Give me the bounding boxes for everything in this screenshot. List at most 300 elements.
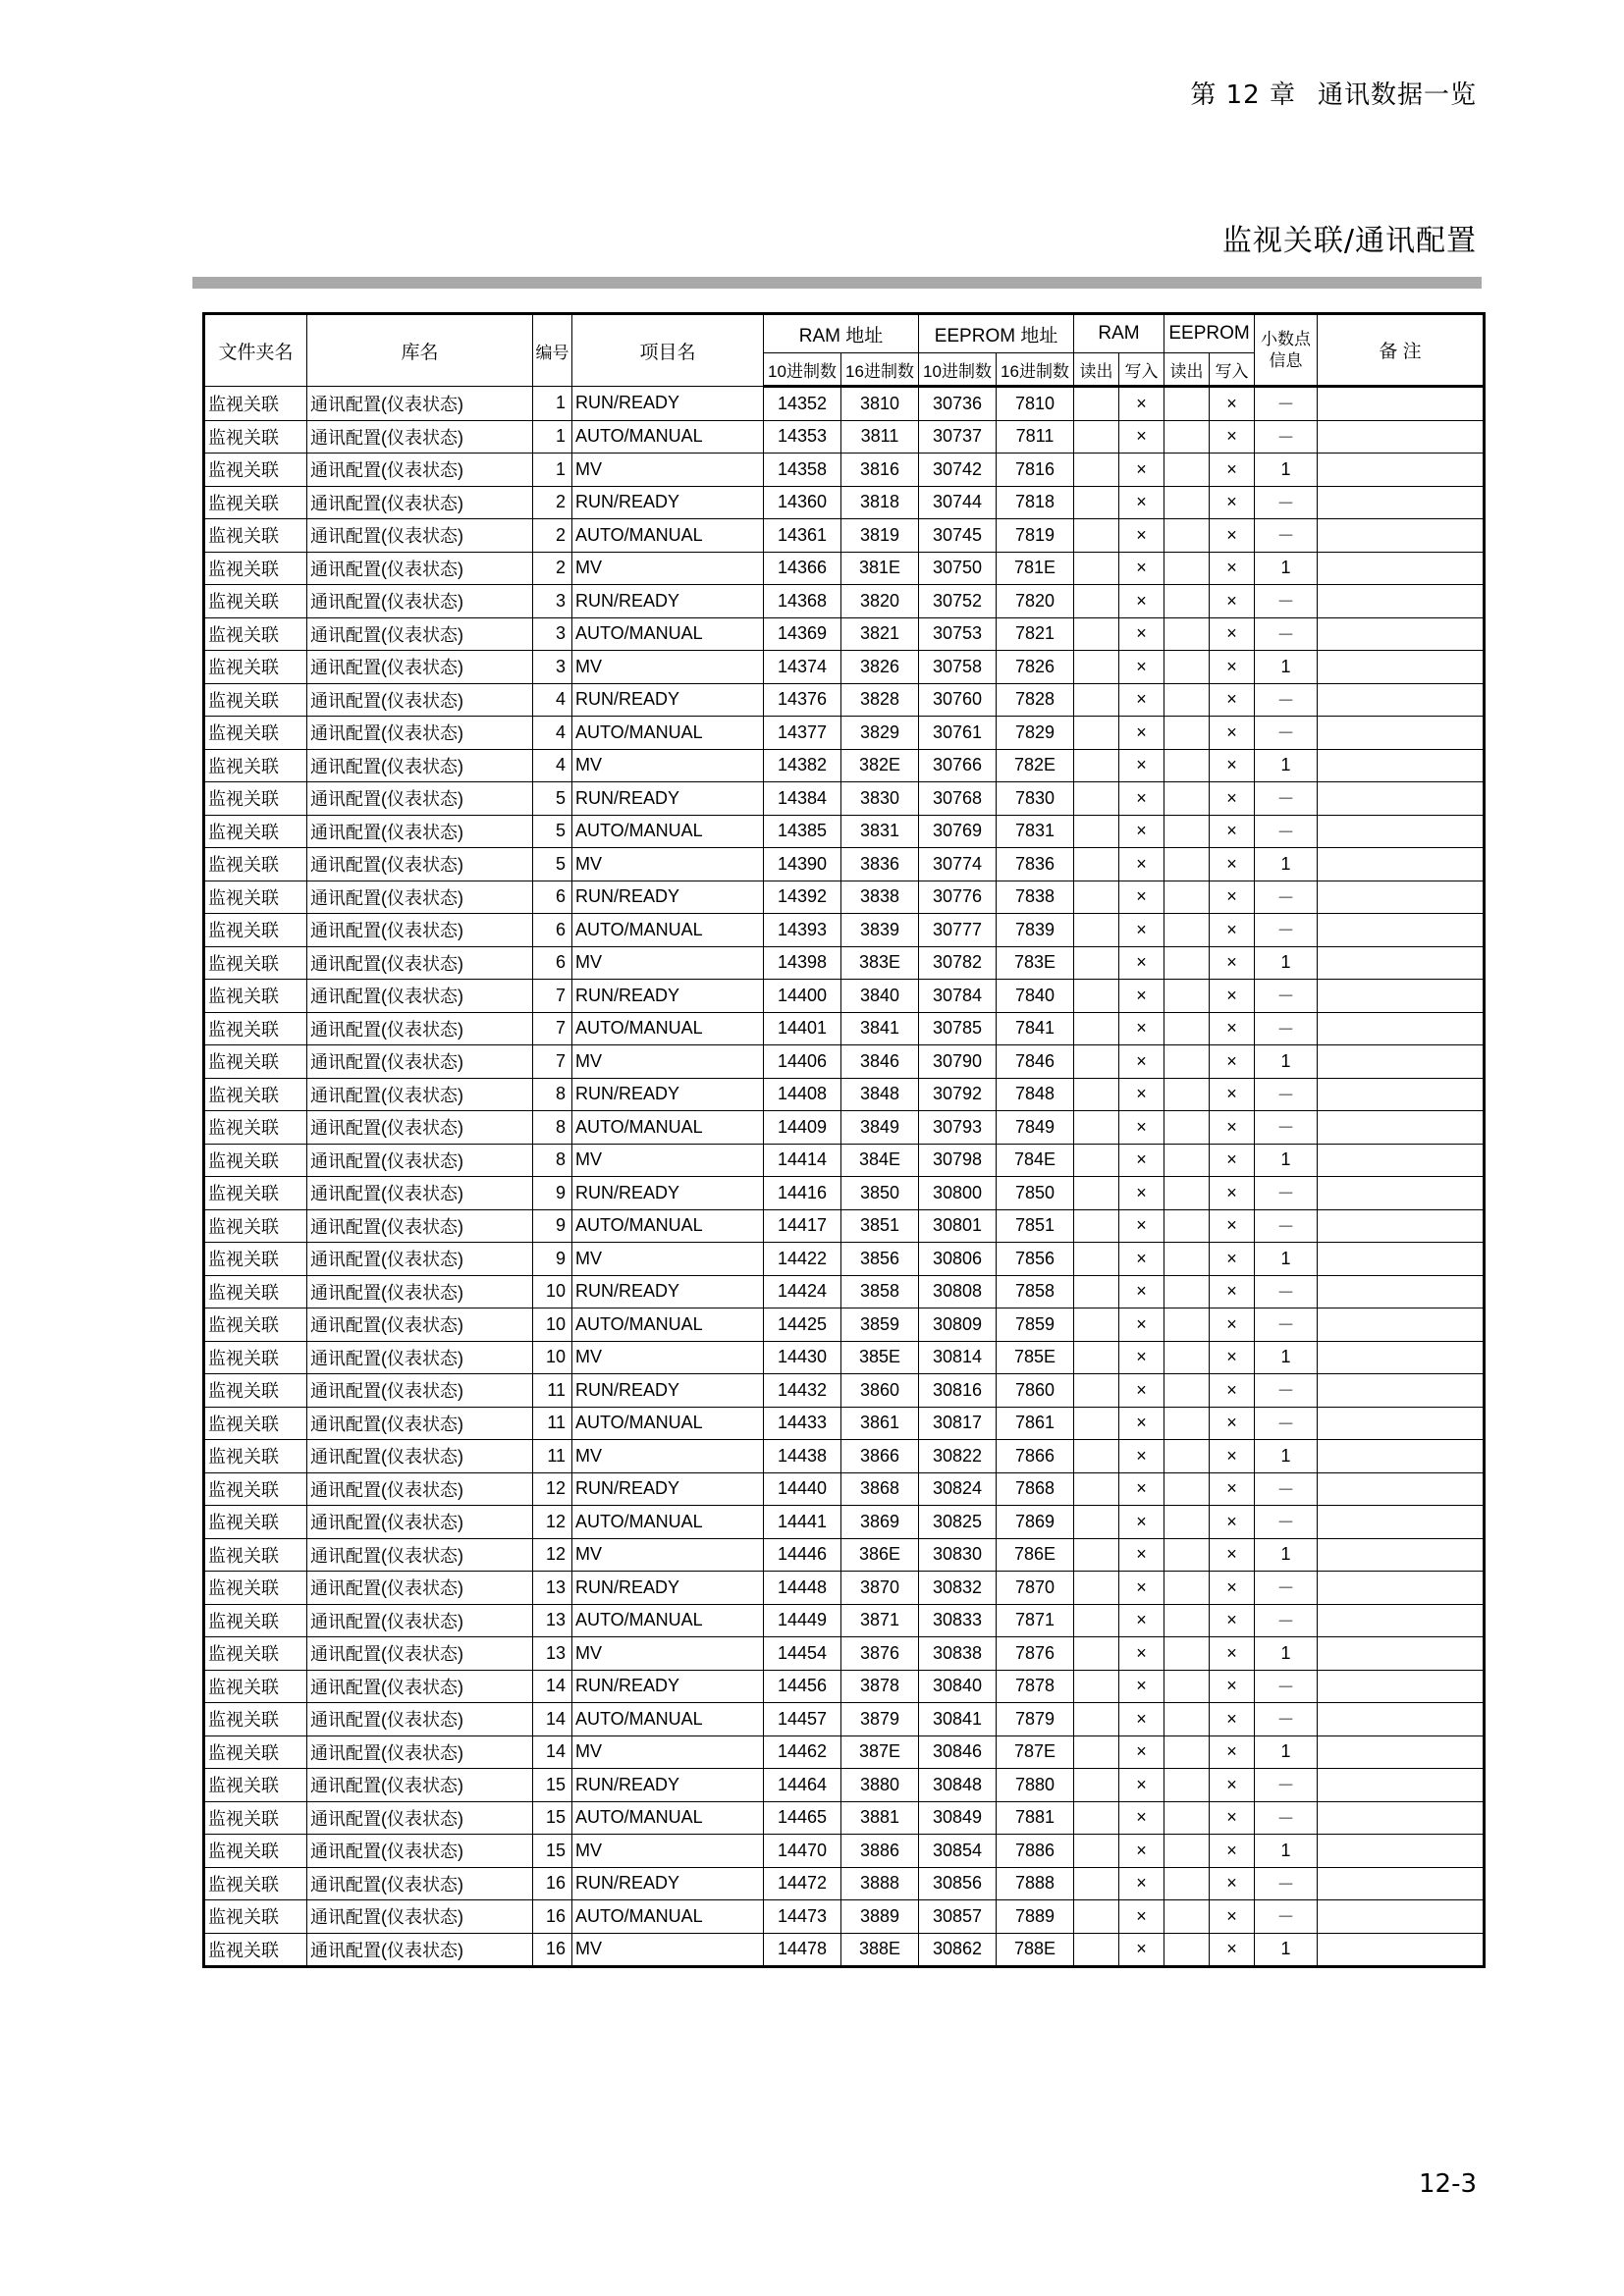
eeprom-hex-cell: 785E	[997, 1341, 1074, 1374]
table-row	[204, 1604, 1485, 1637]
library-cell: 通讯配置(仪表状态)	[307, 1440, 533, 1473]
ram-read-cell	[1074, 848, 1119, 881]
eeprom-read-cell	[1164, 1472, 1210, 1506]
folder-cell: 监视关联	[204, 1308, 307, 1342]
eeprom-write-cell: ×	[1210, 1012, 1255, 1045]
eeprom-read-cell	[1164, 1538, 1210, 1572]
decimal-info-cell: －	[1255, 1769, 1318, 1802]
decimal-info-cell: －	[1255, 585, 1318, 618]
table-row	[204, 1144, 1485, 1177]
table-row	[204, 848, 1485, 881]
header-eeprom-dec: 10进制数	[919, 353, 997, 387]
remarks-cell	[1318, 1209, 1485, 1243]
chapter-heading	[1190, 75, 1477, 111]
ram-hex-cell: 3856	[841, 1243, 919, 1276]
library-cell: 通讯配置(仪表状态)	[307, 1341, 533, 1374]
decimal-info-cell: －	[1255, 1670, 1318, 1703]
library-cell: 通讯配置(仪表状态)	[307, 1538, 533, 1572]
ram-read-cell	[1074, 980, 1119, 1013]
decimal-info-cell: 1	[1255, 848, 1318, 881]
eeprom-hex-cell: 7850	[997, 1177, 1074, 1210]
folder-cell: 监视关联	[204, 1111, 307, 1145]
ram-write-cell: ×	[1119, 717, 1164, 750]
item-cell: MV	[572, 848, 764, 881]
section-title: 监视关联/通讯配置	[1221, 224, 1477, 258]
library-cell: 通讯配置(仪表状态)	[307, 1374, 533, 1408]
item-cell: AUTO/MANUAL	[572, 1900, 764, 1934]
remarks-cell	[1318, 1472, 1485, 1506]
library-cell: 通讯配置(仪表状态)	[307, 782, 533, 816]
library-cell: 通讯配置(仪表状态)	[307, 1572, 533, 1605]
item-cell: AUTO/MANUAL	[572, 1209, 764, 1243]
eeprom-dec-cell: 30806	[919, 1243, 997, 1276]
table-row	[204, 683, 1485, 717]
eeprom-read-cell	[1164, 1308, 1210, 1342]
ram-read-cell	[1074, 1637, 1119, 1671]
table-row	[204, 420, 1485, 454]
remarks-cell	[1318, 1111, 1485, 1145]
eeprom-hex-cell: 7860	[997, 1374, 1074, 1408]
communication-data-table	[202, 312, 1486, 1968]
remarks-cell	[1318, 1637, 1485, 1671]
eeprom-hex-cell: 784E	[997, 1144, 1074, 1177]
ram-read-cell	[1074, 1735, 1119, 1769]
ram-hex-cell: 3849	[841, 1111, 919, 1145]
ram-write-cell: ×	[1119, 1769, 1164, 1802]
library-cell: 通讯配置(仪表状态)	[307, 1012, 533, 1045]
ram-write-cell: ×	[1119, 1538, 1164, 1572]
library-cell: 通讯配置(仪表状态)	[307, 1670, 533, 1703]
ram-hex-cell: 3886	[841, 1835, 919, 1868]
remarks-cell	[1318, 1506, 1485, 1539]
item-cell: RUN/READY	[572, 1275, 764, 1308]
ram-dec-cell: 14409	[764, 1111, 841, 1145]
remarks-cell	[1318, 1078, 1485, 1111]
eeprom-hex-cell: 7818	[997, 486, 1074, 519]
library-cell: 通讯配置(仪表状态)	[307, 1407, 533, 1440]
remarks-cell	[1318, 1243, 1485, 1276]
ram-write-cell: ×	[1119, 881, 1164, 914]
remarks-cell	[1318, 946, 1485, 980]
header-number: 编号	[533, 314, 572, 387]
eeprom-write-cell: ×	[1210, 1374, 1255, 1408]
decimal-info-cell: －	[1255, 1867, 1318, 1900]
remarks-cell	[1318, 717, 1485, 750]
eeprom-dec-cell: 30841	[919, 1703, 997, 1736]
number-cell: 5	[533, 782, 572, 816]
library-cell: 通讯配置(仪表状态)	[307, 1604, 533, 1637]
eeprom-read-cell	[1164, 1769, 1210, 1802]
remarks-cell	[1318, 1703, 1485, 1736]
ram-read-cell	[1074, 815, 1119, 848]
ram-dec-cell: 14374	[764, 651, 841, 684]
remarks-cell	[1318, 519, 1485, 553]
eeprom-write-cell: ×	[1210, 585, 1255, 618]
remarks-cell	[1318, 1835, 1485, 1868]
folder-cell: 监视关联	[204, 1735, 307, 1769]
folder-cell: 监视关联	[204, 717, 307, 750]
eeprom-dec-cell: 30745	[919, 519, 997, 553]
ram-write-cell: ×	[1119, 1407, 1164, 1440]
number-cell: 7	[533, 980, 572, 1013]
header-eeprom-write: 写入	[1210, 353, 1255, 387]
eeprom-read-cell	[1164, 1341, 1210, 1374]
decimal-info-cell: －	[1255, 782, 1318, 816]
eeprom-hex-cell: 7858	[997, 1275, 1074, 1308]
ram-read-cell	[1074, 1670, 1119, 1703]
folder-cell: 监视关联	[204, 1835, 307, 1868]
remarks-cell	[1318, 1670, 1485, 1703]
eeprom-write-cell: ×	[1210, 1209, 1255, 1243]
ram-dec-cell: 14382	[764, 749, 841, 782]
ram-read-cell	[1074, 387, 1119, 421]
item-cell: MV	[572, 1243, 764, 1276]
remarks-cell	[1318, 486, 1485, 519]
eeprom-dec-cell: 30840	[919, 1670, 997, 1703]
eeprom-read-cell	[1164, 387, 1210, 421]
item-cell: RUN/READY	[572, 486, 764, 519]
ram-dec-cell: 14422	[764, 1243, 841, 1276]
decimal-info-cell: －	[1255, 1078, 1318, 1111]
ram-write-cell: ×	[1119, 946, 1164, 980]
table-row	[204, 1735, 1485, 1769]
table-row	[204, 946, 1485, 980]
item-cell: AUTO/MANUAL	[572, 420, 764, 454]
library-cell: 通讯配置(仪表状态)	[307, 1111, 533, 1145]
folder-cell: 监视关联	[204, 782, 307, 816]
remarks-cell	[1318, 980, 1485, 1013]
library-cell: 通讯配置(仪表状态)	[307, 486, 533, 519]
eeprom-hex-cell: 7826	[997, 651, 1074, 684]
eeprom-read-cell	[1164, 1572, 1210, 1605]
ram-dec-cell: 14390	[764, 848, 841, 881]
ram-dec-cell: 14432	[764, 1374, 841, 1408]
eeprom-write-cell: ×	[1210, 1506, 1255, 1539]
eeprom-write-cell: ×	[1210, 1308, 1255, 1342]
number-cell: 14	[533, 1735, 572, 1769]
eeprom-write-cell: ×	[1210, 1144, 1255, 1177]
item-cell: AUTO/MANUAL	[572, 914, 764, 947]
ram-hex-cell: 3816	[841, 454, 919, 487]
ram-write-cell: ×	[1119, 486, 1164, 519]
eeprom-read-cell	[1164, 1275, 1210, 1308]
ram-hex-cell: 3830	[841, 782, 919, 816]
eeprom-read-cell	[1164, 1243, 1210, 1276]
ram-dec-cell: 14352	[764, 387, 841, 421]
eeprom-read-cell	[1164, 683, 1210, 717]
number-cell: 10	[533, 1341, 572, 1374]
folder-cell: 监视关联	[204, 1177, 307, 1210]
library-cell: 通讯配置(仪表状态)	[307, 454, 533, 487]
eeprom-dec-cell: 30742	[919, 454, 997, 487]
ram-hex-cell: 3820	[841, 585, 919, 618]
ram-dec-cell: 14366	[764, 552, 841, 585]
decimal-info-cell: 1	[1255, 1637, 1318, 1671]
number-cell: 13	[533, 1637, 572, 1671]
ram-dec-cell: 14470	[764, 1835, 841, 1868]
remarks-cell	[1318, 1012, 1485, 1045]
ram-write-cell: ×	[1119, 1900, 1164, 1934]
header-ram: RAM	[1074, 314, 1164, 353]
ram-read-cell	[1074, 617, 1119, 651]
decimal-info-cell: －	[1255, 1604, 1318, 1637]
ram-hex-cell: 3839	[841, 914, 919, 947]
folder-cell: 监视关联	[204, 1209, 307, 1243]
item-cell: AUTO/MANUAL	[572, 1801, 764, 1835]
eeprom-hex-cell: 7849	[997, 1111, 1074, 1145]
eeprom-dec-cell: 30793	[919, 1111, 997, 1145]
ram-write-cell: ×	[1119, 1835, 1164, 1868]
eeprom-hex-cell: 7868	[997, 1472, 1074, 1506]
item-cell: MV	[572, 749, 764, 782]
ram-hex-cell: 3870	[841, 1572, 919, 1605]
table-row	[204, 486, 1485, 519]
ram-dec-cell: 14361	[764, 519, 841, 553]
eeprom-dec-cell: 30784	[919, 980, 997, 1013]
eeprom-read-cell	[1164, 1867, 1210, 1900]
decimal-info-cell: 1	[1255, 749, 1318, 782]
library-cell: 通讯配置(仪表状态)	[307, 881, 533, 914]
library-cell: 通讯配置(仪表状态)	[307, 1045, 533, 1079]
eeprom-write-cell: ×	[1210, 1769, 1255, 1802]
ram-write-cell: ×	[1119, 1572, 1164, 1605]
folder-cell: 监视关联	[204, 1275, 307, 1308]
library-cell: 通讯配置(仪表状态)	[307, 1769, 533, 1802]
remarks-cell	[1318, 1604, 1485, 1637]
eeprom-read-cell	[1164, 717, 1210, 750]
remarks-cell	[1318, 1045, 1485, 1079]
decimal-info-cell: －	[1255, 486, 1318, 519]
ram-dec-cell: 14448	[764, 1572, 841, 1605]
table-row	[204, 651, 1485, 684]
ram-hex-cell: 3879	[841, 1703, 919, 1736]
item-cell: RUN/READY	[572, 1670, 764, 1703]
eeprom-read-cell	[1164, 1407, 1210, 1440]
library-cell: 通讯配置(仪表状态)	[307, 519, 533, 553]
eeprom-dec-cell: 30808	[919, 1275, 997, 1308]
decimal-info-cell: －	[1255, 1308, 1318, 1342]
eeprom-write-cell: ×	[1210, 420, 1255, 454]
eeprom-dec-cell: 30838	[919, 1637, 997, 1671]
table-row	[204, 815, 1485, 848]
folder-cell: 监视关联	[204, 1604, 307, 1637]
eeprom-write-cell: ×	[1210, 1538, 1255, 1572]
library-cell: 通讯配置(仪表状态)	[307, 1506, 533, 1539]
item-cell: AUTO/MANUAL	[572, 617, 764, 651]
folder-cell: 监视关联	[204, 881, 307, 914]
ram-hex-cell: 3828	[841, 683, 919, 717]
ram-hex-cell: 388E	[841, 1933, 919, 1967]
remarks-cell	[1318, 1735, 1485, 1769]
eeprom-read-cell	[1164, 1801, 1210, 1835]
remarks-cell	[1318, 1801, 1485, 1835]
table-row	[204, 1374, 1485, 1408]
item-cell: MV	[572, 1735, 764, 1769]
folder-cell: 监视关联	[204, 519, 307, 553]
ram-write-cell: ×	[1119, 387, 1164, 421]
table-row	[204, 1538, 1485, 1572]
item-cell: MV	[572, 1835, 764, 1868]
eeprom-dec-cell: 30825	[919, 1506, 997, 1539]
table-body	[204, 387, 1485, 1967]
table-row	[204, 1078, 1485, 1111]
eeprom-dec-cell: 30809	[919, 1308, 997, 1342]
decimal-info-cell: －	[1255, 1703, 1318, 1736]
number-cell: 3	[533, 651, 572, 684]
eeprom-hex-cell: 782E	[997, 749, 1074, 782]
library-cell: 通讯配置(仪表状态)	[307, 651, 533, 684]
eeprom-write-cell: ×	[1210, 717, 1255, 750]
ram-hex-cell: 385E	[841, 1341, 919, 1374]
number-cell: 6	[533, 881, 572, 914]
eeprom-read-cell	[1164, 1374, 1210, 1408]
eeprom-hex-cell: 783E	[997, 946, 1074, 980]
ram-read-cell	[1074, 1703, 1119, 1736]
decimal-info-cell: －	[1255, 1900, 1318, 1934]
header-ram-write: 写入	[1119, 353, 1164, 387]
table-row	[204, 717, 1485, 750]
eeprom-hex-cell: 7859	[997, 1308, 1074, 1342]
eeprom-dec-cell: 30761	[919, 717, 997, 750]
remarks-cell	[1318, 387, 1485, 421]
eeprom-dec-cell: 30777	[919, 914, 997, 947]
remarks-cell	[1318, 1933, 1485, 1967]
eeprom-read-cell	[1164, 617, 1210, 651]
eeprom-write-cell: ×	[1210, 980, 1255, 1013]
ram-read-cell	[1074, 651, 1119, 684]
folder-cell: 监视关联	[204, 1374, 307, 1408]
ram-dec-cell: 14441	[764, 1506, 841, 1539]
ram-read-cell	[1074, 1440, 1119, 1473]
remarks-cell	[1318, 420, 1485, 454]
library-cell: 通讯配置(仪表状态)	[307, 1209, 533, 1243]
decimal-info-cell: －	[1255, 717, 1318, 750]
eeprom-read-cell	[1164, 1835, 1210, 1868]
eeprom-dec-cell: 30737	[919, 420, 997, 454]
eeprom-write-cell: ×	[1210, 1670, 1255, 1703]
ram-hex-cell: 3881	[841, 1801, 919, 1835]
ram-dec-cell: 14473	[764, 1900, 841, 1934]
decimal-info-cell: －	[1255, 1407, 1318, 1440]
ram-hex-cell: 384E	[841, 1144, 919, 1177]
ram-dec-cell: 14358	[764, 454, 841, 487]
eeprom-hex-cell: 7851	[997, 1209, 1074, 1243]
eeprom-hex-cell: 7866	[997, 1440, 1074, 1473]
ram-hex-cell: 3889	[841, 1900, 919, 1934]
folder-cell: 监视关联	[204, 1144, 307, 1177]
ram-read-cell	[1074, 1045, 1119, 1079]
ram-write-cell: ×	[1119, 617, 1164, 651]
eeprom-read-cell	[1164, 420, 1210, 454]
library-cell: 通讯配置(仪表状态)	[307, 585, 533, 618]
decimal-info-cell: 1	[1255, 552, 1318, 585]
eeprom-read-cell	[1164, 1209, 1210, 1243]
table-row	[204, 1275, 1485, 1308]
eeprom-hex-cell: 7840	[997, 980, 1074, 1013]
ram-write-cell: ×	[1119, 1735, 1164, 1769]
eeprom-write-cell: ×	[1210, 387, 1255, 421]
eeprom-hex-cell: 7880	[997, 1769, 1074, 1802]
ram-hex-cell: 3821	[841, 617, 919, 651]
item-cell: MV	[572, 1637, 764, 1671]
ram-dec-cell: 14393	[764, 914, 841, 947]
ram-write-cell: ×	[1119, 1144, 1164, 1177]
number-cell: 16	[533, 1933, 572, 1967]
folder-cell: 监视关联	[204, 1243, 307, 1276]
eeprom-write-cell: ×	[1210, 519, 1255, 553]
number-cell: 16	[533, 1867, 572, 1900]
eeprom-read-cell	[1164, 1735, 1210, 1769]
ram-write-cell: ×	[1119, 454, 1164, 487]
folder-cell: 监视关联	[204, 552, 307, 585]
eeprom-write-cell: ×	[1210, 1078, 1255, 1111]
library-cell: 通讯配置(仪表状态)	[307, 1078, 533, 1111]
number-cell: 14	[533, 1703, 572, 1736]
ram-read-cell	[1074, 1835, 1119, 1868]
item-cell: RUN/READY	[572, 683, 764, 717]
table-row	[204, 914, 1485, 947]
ram-dec-cell: 14472	[764, 1867, 841, 1900]
ram-read-cell	[1074, 881, 1119, 914]
ram-read-cell	[1074, 914, 1119, 947]
folder-cell: 监视关联	[204, 454, 307, 487]
ram-hex-cell: 381E	[841, 552, 919, 585]
folder-cell: 监视关联	[204, 486, 307, 519]
ram-hex-cell: 3841	[841, 1012, 919, 1045]
ram-hex-cell: 383E	[841, 946, 919, 980]
eeprom-hex-cell: 7816	[997, 454, 1074, 487]
table-header	[204, 314, 1485, 387]
eeprom-hex-cell: 7829	[997, 717, 1074, 750]
number-cell: 11	[533, 1407, 572, 1440]
table-row	[204, 1045, 1485, 1079]
number-cell: 6	[533, 914, 572, 947]
ram-read-cell	[1074, 1111, 1119, 1145]
ram-write-cell: ×	[1119, 1637, 1164, 1671]
number-cell: 10	[533, 1308, 572, 1342]
ram-read-cell	[1074, 420, 1119, 454]
eeprom-dec-cell: 30817	[919, 1407, 997, 1440]
number-cell: 2	[533, 486, 572, 519]
eeprom-hex-cell: 7869	[997, 1506, 1074, 1539]
folder-cell: 监视关联	[204, 585, 307, 618]
ram-read-cell	[1074, 1209, 1119, 1243]
library-cell: 通讯配置(仪表状态)	[307, 749, 533, 782]
ram-write-cell: ×	[1119, 1045, 1164, 1079]
decimal-info-cell: －	[1255, 617, 1318, 651]
table-row	[204, 1209, 1485, 1243]
eeprom-dec-cell: 30785	[919, 1012, 997, 1045]
remarks-cell	[1318, 617, 1485, 651]
eeprom-read-cell	[1164, 1177, 1210, 1210]
ram-write-cell: ×	[1119, 782, 1164, 816]
ram-dec-cell: 14377	[764, 717, 841, 750]
library-cell: 通讯配置(仪表状态)	[307, 617, 533, 651]
number-cell: 8	[533, 1111, 572, 1145]
item-cell: AUTO/MANUAL	[572, 1012, 764, 1045]
decimal-info-cell: 1	[1255, 1045, 1318, 1079]
ram-read-cell	[1074, 1538, 1119, 1572]
ram-write-cell: ×	[1119, 1604, 1164, 1637]
folder-cell: 监视关联	[204, 1472, 307, 1506]
remarks-cell	[1318, 1275, 1485, 1308]
ram-read-cell	[1074, 683, 1119, 717]
remarks-cell	[1318, 782, 1485, 816]
table-row	[204, 1900, 1485, 1934]
ram-read-cell	[1074, 1012, 1119, 1045]
folder-cell: 监视关联	[204, 1933, 307, 1967]
eeprom-write-cell: ×	[1210, 914, 1255, 947]
